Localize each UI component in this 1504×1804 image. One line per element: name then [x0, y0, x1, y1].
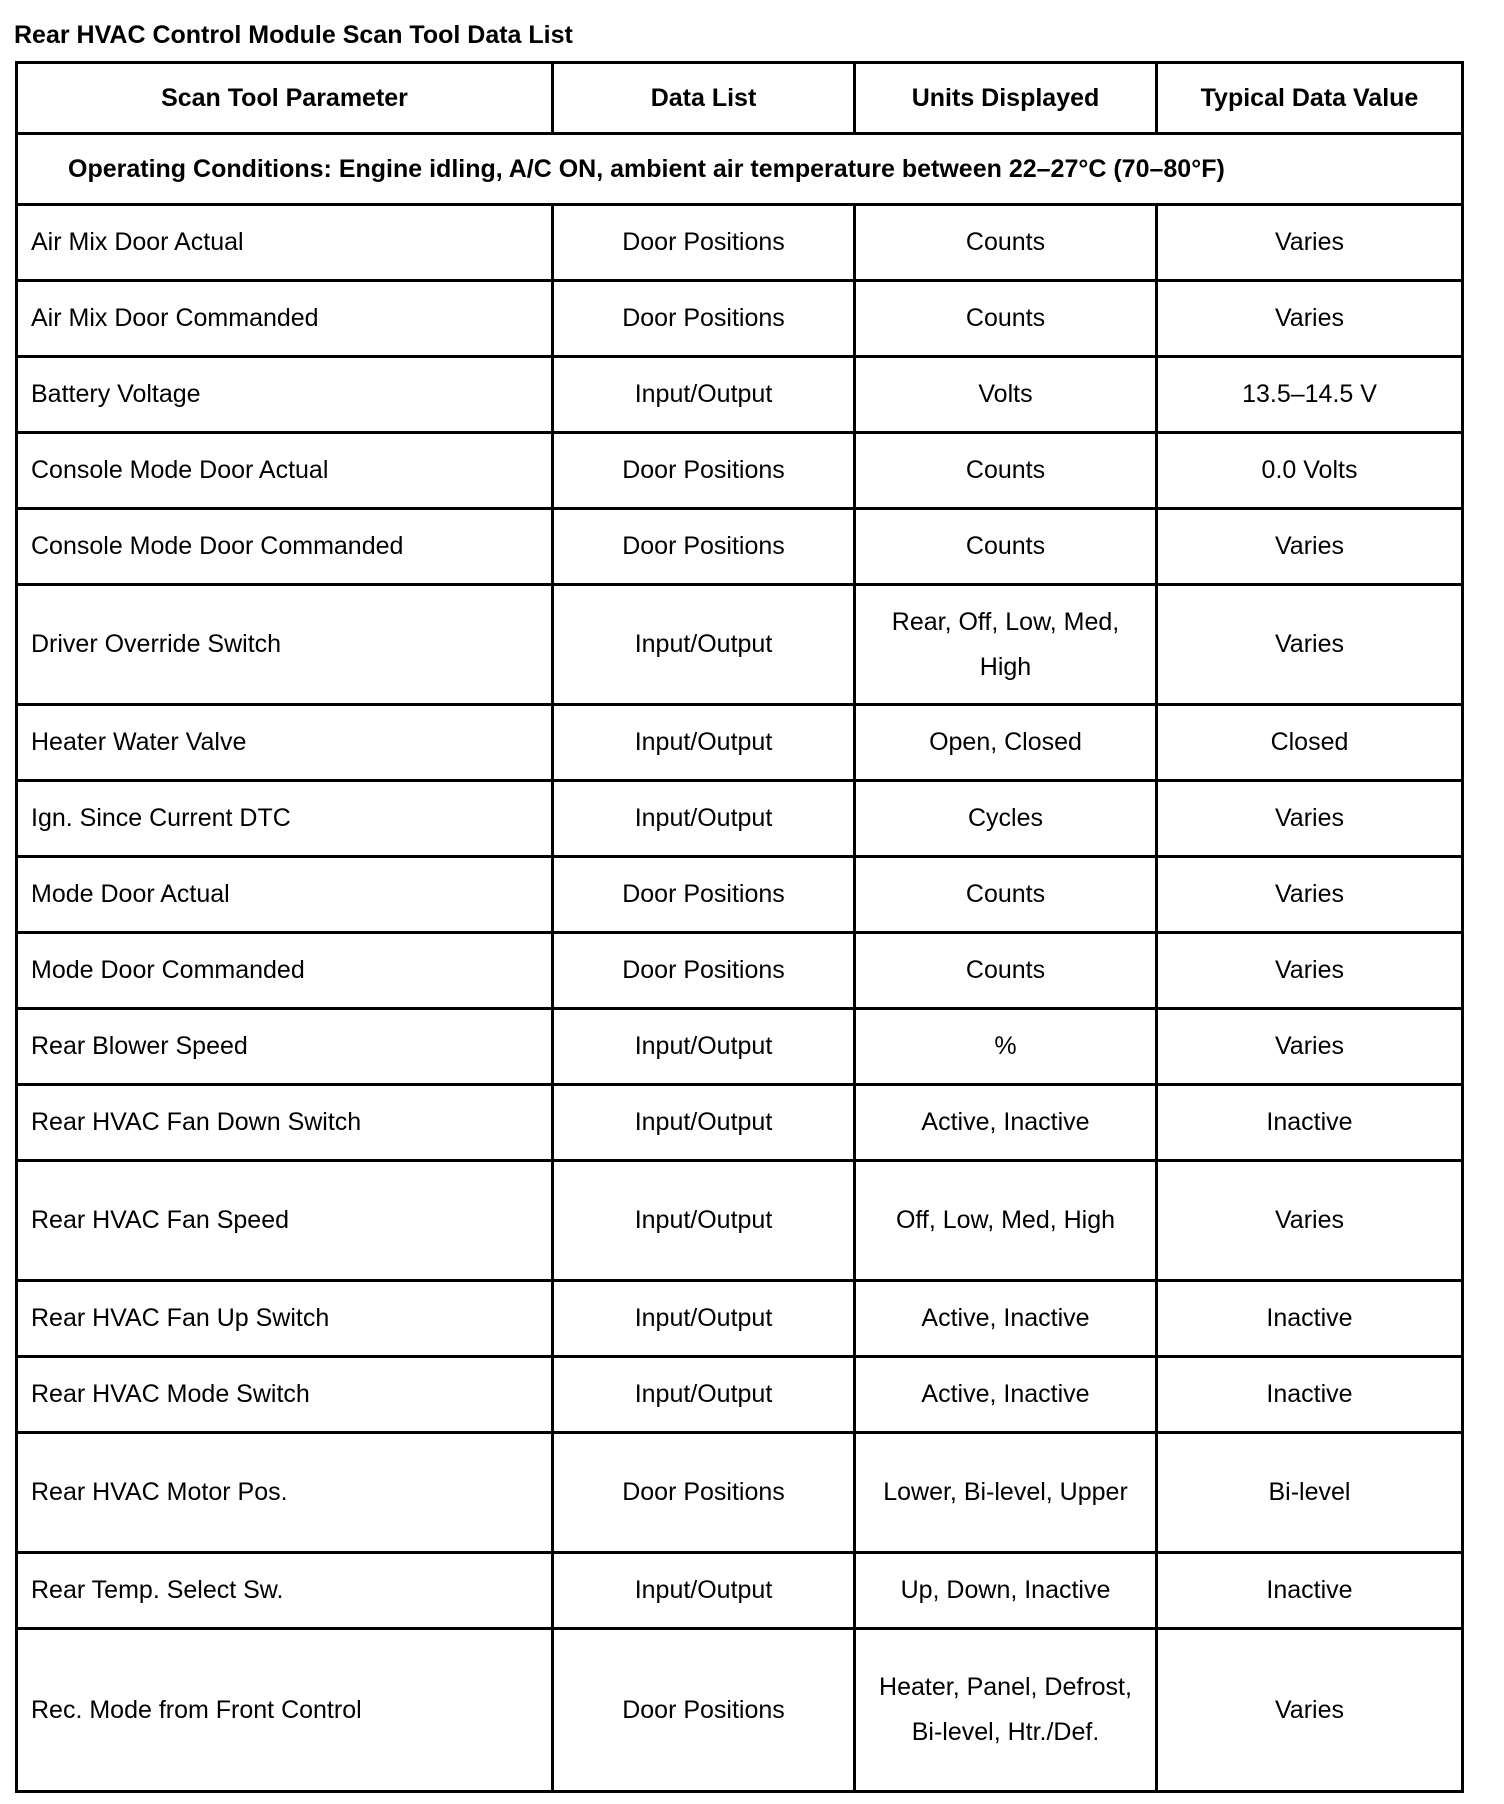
data-list-cell: Door Positions: [553, 1629, 855, 1792]
table-row: [17, 585, 1463, 705]
typical-value-cell: Bi-level: [1157, 1433, 1463, 1553]
data-list-cell: Input/Output: [553, 357, 855, 433]
header-parameter: Scan Tool Parameter: [17, 63, 553, 134]
typical-value-cell: Varies: [1157, 1009, 1463, 1085]
header-typical: Typical Data Value: [1157, 63, 1463, 134]
parameter-cell: Air Mix Door Actual: [17, 205, 553, 281]
typical-value-cell: 0.0 Volts: [1157, 433, 1463, 509]
data-list-cell: Door Positions: [553, 857, 855, 933]
table-row: [17, 433, 1463, 509]
parameter-cell: Rear HVAC Mode Switch: [17, 1357, 553, 1433]
units-cell: Heater, Panel, Defrost, Bi-level, Htr./Def.: [855, 1629, 1157, 1792]
table-row: [17, 509, 1463, 585]
operating-conditions: Operating Conditions: Engine idling, A/C ON, ambient air temperature between 22–27°C (70–80°F): [17, 134, 1463, 205]
typical-value-cell: Varies: [1157, 509, 1463, 585]
data-list-cell: Door Positions: [553, 433, 855, 509]
table-row: [17, 1009, 1463, 1085]
units-cell: Active, Inactive: [855, 1357, 1157, 1433]
units-cell: Cycles: [855, 781, 1157, 857]
typical-value-cell: Inactive: [1157, 1553, 1463, 1629]
typical-value-cell: Varies: [1157, 857, 1463, 933]
parameter-cell: Driver Override Switch: [17, 585, 553, 705]
table-row: [17, 1281, 1463, 1357]
parameter-cell: Rear Temp. Select Sw.: [17, 1553, 553, 1629]
table-row: [17, 205, 1463, 281]
typical-value-cell: Varies: [1157, 205, 1463, 281]
table-row: [17, 705, 1463, 781]
typical-value-cell: Varies: [1157, 933, 1463, 1009]
data-list-cell: Door Positions: [553, 281, 855, 357]
typical-value-cell: Inactive: [1157, 1281, 1463, 1357]
data-list-cell: Input/Output: [553, 1085, 855, 1161]
units-cell: Counts: [855, 509, 1157, 585]
units-cell: Counts: [855, 433, 1157, 509]
table-row: [17, 1433, 1463, 1553]
header-units: Units Displayed: [855, 63, 1157, 134]
units-cell: Counts: [855, 933, 1157, 1009]
data-list-cell: Input/Output: [553, 1009, 855, 1085]
data-list-cell: Input/Output: [553, 1161, 855, 1281]
table-row: [17, 1085, 1463, 1161]
units-cell: Active, Inactive: [855, 1085, 1157, 1161]
units-cell: Open, Closed: [855, 705, 1157, 781]
parameter-cell: Rear HVAC Fan Down Switch: [17, 1085, 553, 1161]
data-list-cell: Input/Output: [553, 585, 855, 705]
data-list-cell: Door Positions: [553, 1433, 855, 1553]
units-cell: Counts: [855, 857, 1157, 933]
data-list-cell: Input/Output: [553, 781, 855, 857]
units-cell: Counts: [855, 205, 1157, 281]
typical-value-cell: Closed: [1157, 705, 1463, 781]
data-list-cell: Door Positions: [553, 205, 855, 281]
parameter-cell: Rear Blower Speed: [17, 1009, 553, 1085]
units-cell: Up, Down, Inactive: [855, 1553, 1157, 1629]
parameter-cell: Battery Voltage: [17, 357, 553, 433]
typical-value-cell: Varies: [1157, 781, 1463, 857]
units-cell: Rear, Off, Low, Med, High: [855, 585, 1157, 705]
parameter-cell: Rec. Mode from Front Control: [17, 1629, 553, 1792]
table-row: [17, 1629, 1463, 1792]
units-cell: %: [855, 1009, 1157, 1085]
parameter-cell: Rear HVAC Fan Up Switch: [17, 1281, 553, 1357]
parameter-cell: Heater Water Valve: [17, 705, 553, 781]
table-row: [17, 281, 1463, 357]
scan-tool-data-table: [15, 61, 1464, 1793]
table-row: [17, 357, 1463, 433]
header-row: [17, 63, 1463, 134]
units-cell: Off, Low, Med, High: [855, 1161, 1157, 1281]
table-row: [17, 1357, 1463, 1433]
parameter-cell: Rear HVAC Motor Pos.: [17, 1433, 553, 1553]
parameter-cell: Air Mix Door Commanded: [17, 281, 553, 357]
parameter-cell: Console Mode Door Actual: [17, 433, 553, 509]
data-list-cell: Input/Output: [553, 1553, 855, 1629]
table-row: [17, 857, 1463, 933]
units-cell: Volts: [855, 357, 1157, 433]
data-list-cell: Input/Output: [553, 1281, 855, 1357]
document-title: Rear HVAC Control Module Scan Tool Data List: [14, 21, 573, 49]
operating-conditions-row: [17, 134, 1463, 205]
typical-value-cell: Inactive: [1157, 1085, 1463, 1161]
data-list-cell: Input/Output: [553, 705, 855, 781]
table-row: [17, 1161, 1463, 1281]
table-row: [17, 781, 1463, 857]
typical-value-cell: 13.5–14.5 V: [1157, 357, 1463, 433]
data-list-cell: Door Positions: [553, 509, 855, 585]
parameter-cell: Ign. Since Current DTC: [17, 781, 553, 857]
typical-value-cell: Varies: [1157, 281, 1463, 357]
parameter-cell: Console Mode Door Commanded: [17, 509, 553, 585]
typical-value-cell: Varies: [1157, 1629, 1463, 1792]
table-row: [17, 933, 1463, 1009]
typical-value-cell: Inactive: [1157, 1357, 1463, 1433]
data-list-cell: Door Positions: [553, 933, 855, 1009]
units-cell: Counts: [855, 281, 1157, 357]
units-cell: Lower, Bi-level, Upper: [855, 1433, 1157, 1553]
typical-value-cell: Varies: [1157, 1161, 1463, 1281]
parameter-cell: Rear HVAC Fan Speed: [17, 1161, 553, 1281]
typical-value-cell: Varies: [1157, 585, 1463, 705]
parameter-cell: Mode Door Commanded: [17, 933, 553, 1009]
units-cell: Active, Inactive: [855, 1281, 1157, 1357]
data-list-cell: Input/Output: [553, 1357, 855, 1433]
table-row: [17, 1553, 1463, 1629]
parameter-cell: Mode Door Actual: [17, 857, 553, 933]
header-data-list: Data List: [553, 63, 855, 134]
